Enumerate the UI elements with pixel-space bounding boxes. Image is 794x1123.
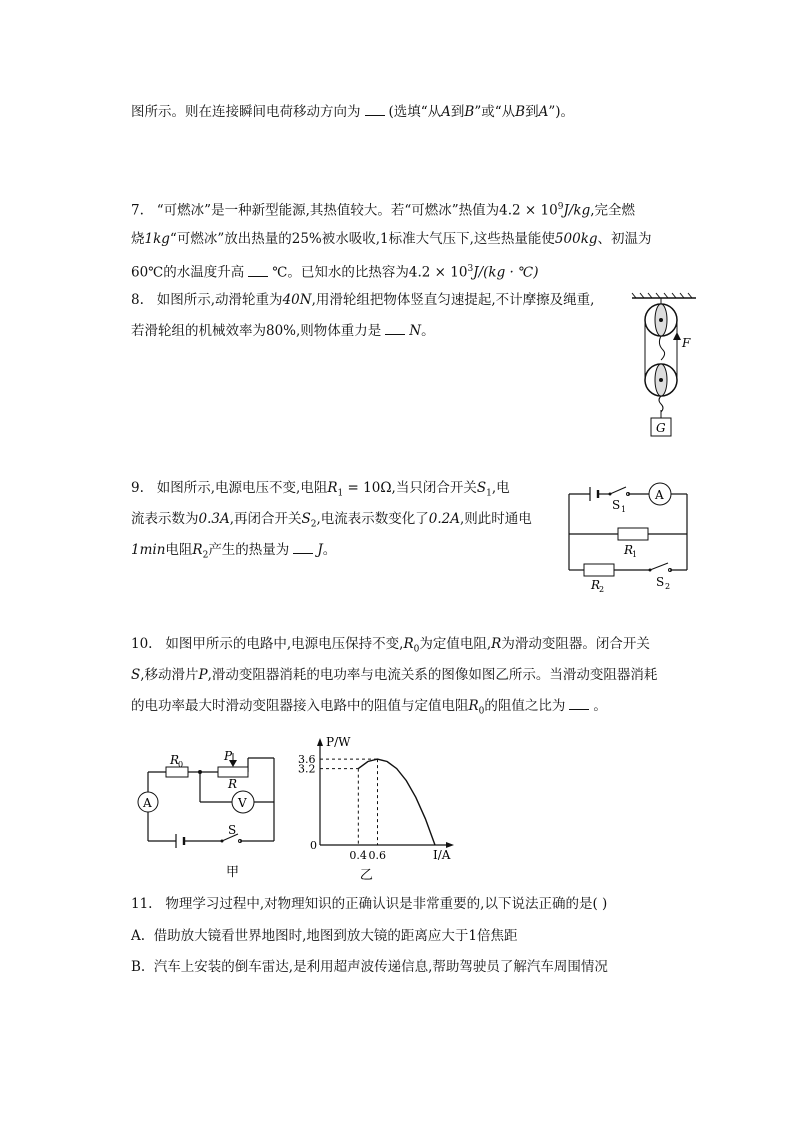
q9-r2-sub: 2 (202, 550, 209, 561)
battery-symbol (590, 487, 598, 501)
q10-text: 如图甲所示的电路中,电源电压保持不变, (165, 636, 404, 652)
circuit-figure-q9 (560, 482, 700, 594)
q7-line-3 (131, 259, 538, 283)
resistor-r2 (584, 564, 614, 576)
q9-text: 电阻 (165, 542, 193, 558)
y-axis-arrow (317, 738, 323, 746)
q9-text: ,则此时通电 (460, 511, 532, 527)
q8-unit: N (409, 323, 422, 339)
switch-s1-sub: 1 (621, 505, 627, 514)
q9-text: ,当只闭合开关 (391, 480, 477, 496)
y-axis-label: P/W (326, 735, 351, 749)
q6-end: ”)。 (548, 104, 574, 120)
question-number: 11. (131, 896, 153, 912)
question-number: 8. (131, 292, 144, 308)
q7-text: 烧 (131, 231, 145, 247)
q9-s2-sub: 2 (310, 519, 317, 530)
question-number: 9. (131, 480, 144, 496)
q9-text: ,再闭合开关 (229, 511, 302, 527)
question-number: 10. (131, 636, 153, 652)
figure-caption-jia: 甲 (226, 865, 240, 880)
q10-s: S (131, 667, 141, 683)
switch-s2-label: S (656, 575, 665, 589)
option-b-text: 汽车上安装的倒车雷达,是利用超声波传递信息,帮助驾驶员了解汽车周围情况 (153, 959, 608, 975)
q11-option-a[interactable] (131, 926, 518, 946)
rheostat (218, 767, 248, 777)
answer-blank[interactable] (293, 541, 313, 554)
resistor-r2-sub: 2 (599, 585, 605, 594)
question-number: 7. (131, 202, 144, 219)
q10-line-2 (131, 665, 657, 685)
q9-s1-sub: 1 (486, 488, 492, 499)
circuit-figure-jia (128, 748, 288, 883)
q7-line-1 (131, 197, 635, 221)
q8-text: 若滑轮组的机械效率为80%,则物体重力是 (131, 323, 382, 339)
q9-r1-sub: 1 (337, 488, 344, 499)
q7-text: ℃。已知水的比热容为 (272, 264, 409, 281)
q9-text: 产生的热量为 (208, 542, 290, 558)
q6-text: 图所示。则在连接瞬间电荷移动方向为 (131, 104, 361, 120)
answer-blank[interactable] (365, 103, 385, 116)
switch-s2-sub: 2 (665, 582, 671, 591)
q10-text: ,移动滑片 (140, 667, 199, 683)
q10-text: 为定值电阻, (419, 636, 492, 652)
q7-text: ,完全燃 (590, 202, 636, 219)
q6-point-b: B (464, 104, 475, 120)
q7-line-2 (131, 229, 652, 249)
switch-s2 (649, 563, 672, 572)
q6-point-a2: A (538, 104, 549, 120)
q10-text: 的阻值之比为 (484, 698, 566, 714)
q10-text: 为滑动变阻器。闭合开关 (501, 636, 650, 652)
option-b-label: B. (131, 959, 146, 975)
q9-delta-current: 0.2A (428, 511, 461, 527)
q7-percent: 25% (291, 231, 322, 247)
q9-current: 0.3A (198, 511, 230, 527)
voltmeter-label: V (238, 796, 247, 810)
q6-to: 到 (450, 104, 465, 120)
q8-text: ,用滑轮组把物体竖直匀速提起,不计摩擦及绳重, (311, 292, 595, 308)
answer-blank[interactable] (248, 264, 268, 277)
q9-r1: R (327, 480, 338, 496)
y-tick-label: 3.2 (298, 762, 316, 776)
weight-label: G (656, 421, 666, 435)
figure-caption-yi: 乙 (359, 868, 373, 883)
x-tick-label: 0.4 (349, 849, 367, 862)
q10-line-1 (131, 634, 650, 660)
q8-pulley-weight: 40N (282, 292, 312, 308)
q8-line-1 (131, 290, 594, 310)
q7-specific-heat: 4.2 × 10 (408, 264, 468, 281)
q6-point-b2: B (515, 104, 526, 120)
q7-specific-heat-unit: J/(kg · ℃) (473, 264, 539, 281)
q9-s2: S (301, 511, 311, 527)
origin-label: 0 (310, 839, 317, 852)
q10-r0-sub: 0 (478, 706, 485, 717)
q7-text: “可燃冰”是一种新型能源,其热值较大。若“可燃冰”热值为 (156, 202, 500, 219)
q9-text: ,电流表示数变化了 (316, 511, 429, 527)
q6-hint: (选填“从 (388, 104, 442, 120)
q9-line-2 (131, 509, 532, 535)
q8-text: 如图所示,动滑轮重为 (156, 292, 283, 308)
q9-text: 流表示数为 (131, 511, 199, 527)
q7-text: 、初温为 (597, 231, 652, 247)
q9-unit: J (317, 542, 323, 558)
q7-text: 被水吸收,1标准大气压下,这些热量能使 (321, 231, 555, 247)
resistor-r1 (618, 528, 648, 540)
option-a-text: 借助放大镜看世界地图时,地图到放大镜的距离应大于1倍焦距 (153, 928, 518, 944)
q7-heat-value: 4.2 × 10 (499, 202, 558, 219)
q9-text: ,电 (491, 480, 510, 496)
q6-to2: 到 (525, 104, 539, 120)
resistor-r1-sub: 1 (632, 550, 638, 559)
q11-stem (131, 894, 607, 914)
resistor-r2-label: R (591, 578, 601, 592)
q6-or: ”或“从 (474, 104, 516, 120)
q10-p: P (198, 667, 208, 683)
answer-blank[interactable] (569, 697, 589, 710)
q7-mass: 1kg (144, 231, 170, 247)
q10-text: ,滑动变阻器消耗的电功率与电流关系的图像如图乙所示。当滑动变阻器消耗 (207, 667, 658, 683)
switch-s-label: S (228, 823, 237, 837)
q10-end: 。 (593, 698, 607, 714)
q7-specific-heat-exponent: 3 (467, 264, 474, 274)
x-tick-label: 0.6 (368, 849, 386, 862)
q10-r0-sub: 0 (413, 644, 420, 655)
switch-s1 (609, 487, 630, 496)
q6-point-a: A (441, 104, 451, 120)
resistor-r0-sub: 0 (178, 760, 184, 769)
switch-s1-label: S (612, 498, 621, 512)
q9-text: 如图所示,电源电压不变,电阻 (156, 480, 328, 496)
q9-end: 。 (322, 542, 337, 558)
q7-text: “可燃冰”放出热量的 (169, 231, 292, 247)
q9-s1: S (476, 480, 487, 496)
q10-line-3 (131, 696, 607, 722)
ammeter-label: A (655, 488, 664, 502)
q9-r2: R (192, 542, 203, 558)
y-tick-label: 3.6 (298, 753, 316, 767)
power-curve (358, 759, 435, 845)
q9-time: 1min (131, 542, 166, 558)
resistor-r0 (166, 767, 188, 777)
q10-r0: R (403, 636, 414, 652)
pulley-figure (626, 292, 716, 442)
option-a-label: A. (131, 928, 146, 944)
power-current-graph (298, 730, 468, 885)
q7-water-mass: 500kg (554, 231, 598, 247)
q9-line-3 (131, 540, 336, 566)
fixed-pulley (645, 298, 677, 336)
answer-blank[interactable] (385, 322, 405, 335)
q8-line-2 (131, 321, 435, 341)
rheostat-label: R (228, 777, 238, 791)
q11-stem-text: 物理学习过程中,对物理知识的正确认识是非常重要的,以下说法正确的是( ) (165, 896, 608, 912)
slider-label: P (224, 749, 233, 763)
q9-r1-value: = 10Ω (343, 480, 392, 496)
q10-r: R (491, 636, 502, 652)
resistor-r0-label: R (170, 753, 180, 767)
q10-r0: R (468, 698, 479, 714)
q6-tail-line (131, 102, 574, 122)
junction-dot (198, 770, 202, 774)
q7-heat-unit: J/kg (563, 202, 591, 219)
q7-text: 60℃的水温度升高 (131, 264, 245, 281)
q9-line-1 (131, 478, 510, 504)
ammeter-label: A (143, 796, 152, 810)
battery-symbol (176, 834, 184, 848)
resistor-r1-label: R (624, 543, 634, 557)
movable-pulley (645, 364, 677, 418)
force-label: F (682, 336, 691, 350)
q8-end: 。 (421, 323, 435, 339)
q11-option-b[interactable] (131, 957, 608, 977)
q10-text: 的电功率最大时滑动变阻器接入电路中的阻值与定值电阻 (131, 698, 469, 714)
q7-heat-exponent: 9 (557, 202, 564, 212)
x-axis-label: I/A (433, 848, 451, 862)
ceiling (632, 293, 696, 298)
